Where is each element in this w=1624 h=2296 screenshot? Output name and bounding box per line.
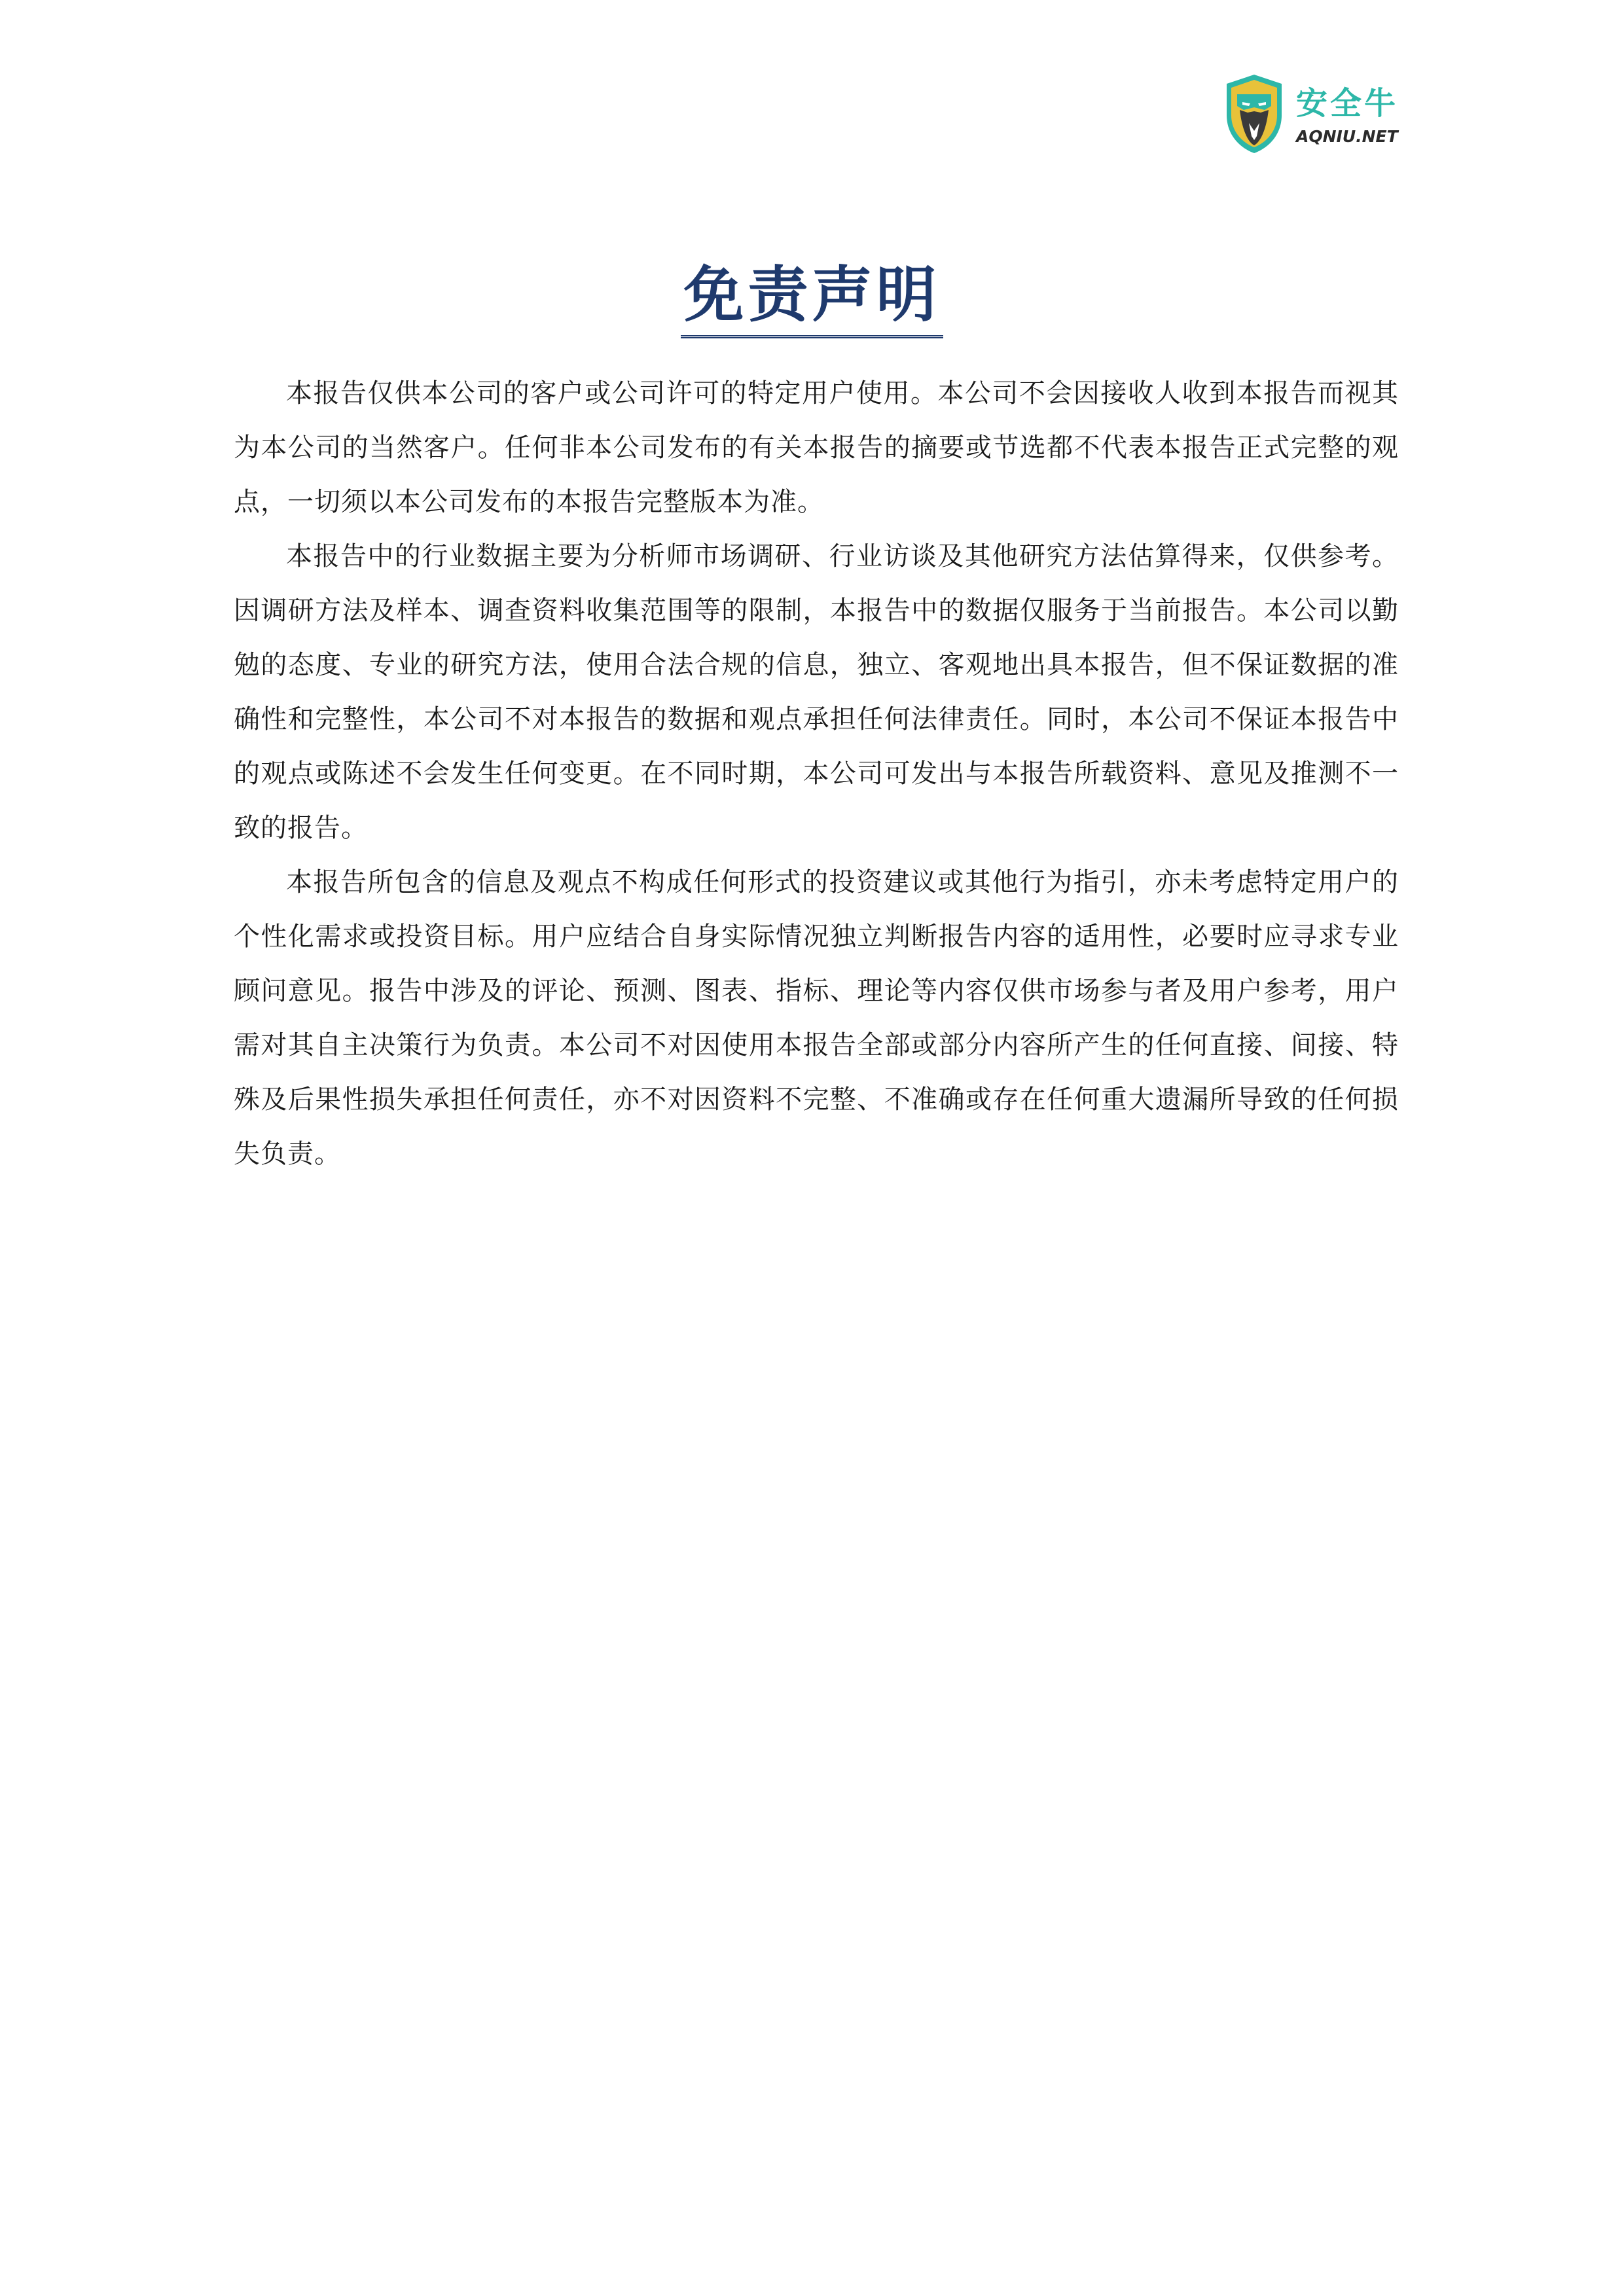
title-container <box>0 260 1624 338</box>
logo-chinese-text: 安全牛 <box>1296 85 1399 122</box>
shield-face-icon <box>1223 72 1286 156</box>
disclaimer-body <box>234 367 1399 1181</box>
logo-domain-text: AQNIU.NET <box>1296 127 1398 146</box>
brand-logo <box>1223 72 1419 157</box>
paragraph-2: 本报告中的行业数据主要为分析师市场调研、行业访谈及其他研究方法估算得来，仅供参考。因调研方法及样本、调查资料收集范围等的限制，本报告中的数据仅服务于当前报告。本公司以勤勉的态度、专业的研究方法，使用合法合规的信息，独立、客观地出具本报告，但不保证数据的准确性和完整性，本公司不对本报告的数据和观点承担任何法律责任。同时，本公司不保证本报告中的观点或陈述不会发生任何变更。在不同时期，本公司可发出与本报告所载资料、意见及推测不一致的报告。 <box>234 541 1399 843</box>
paragraph-1: 本报告仅供本公司的客户或公司许可的特定用户使用。本公司不会因接收人收到本报告而视其为本公司的当然客户。任何非本公司发布的有关本报告的摘要或节选都不代表本报告正式完整的观点，一切须以本公司发布的本报告完整版本为准。 <box>234 378 1399 517</box>
page-title: 免责声明 <box>681 260 943 338</box>
paragraph-3: 本报告所包含的信息及观点不构成任何形式的投资建议或其他行为指引，亦未考虑特定用户的个性化需求或投资目标。用户应结合自身实际情况独立判断报告内容的适用性，必要时应寻求专业顾问意见。报告中涉及的评论、预测、图表、指标、理论等内容仅供市场参与者及用户参考，用户需对其自主决策行为负责。本公司不对因使用本报告全部或部分内容所产生的任何直接、间接、特殊及后果性损失承担任何责任，亦不对因资料不完整、不准确或存在任何重大遗漏所导致的任何损失负责。 <box>234 867 1399 1169</box>
